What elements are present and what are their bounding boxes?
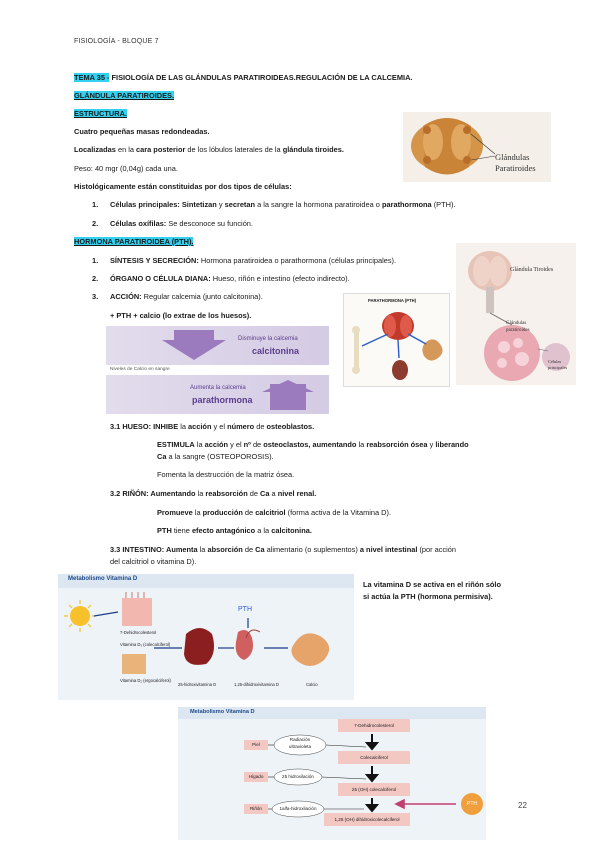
thyroid-label-principales: principales: [548, 365, 568, 370]
estructura-line-3: Peso: 40 mgr (0,04g) cada una.: [74, 164, 178, 173]
vitd2-oval-2: 25 hidroxilación: [282, 774, 314, 779]
page-header: FISIOLOGÍA - BLOQUE 7: [74, 38, 159, 45]
parathormone-label: parathormona: [192, 395, 253, 405]
intestino-line-1: 3.3 INTESTINO: Aumenta la absorción de Ca alimentario (o suplementos) a nivel intestinal (por acción: [110, 545, 457, 554]
vitd2-pth-badge: PTH: [467, 801, 477, 807]
thyroid-label: Glándula Tiroides: [510, 267, 554, 273]
vitd1-t6: Calcio: [306, 682, 318, 687]
rinon-line-1: 3.2 RIÑÓN: Aumentando la reabsorción de Ca a nivel renal.: [110, 489, 317, 498]
vitd-note-line-2: si actúa la PTH (hormona permisiva).: [363, 592, 493, 601]
topic-number: TEMA 35 -: [74, 73, 110, 82]
vitd2-oval-3: 1alfa-hidroxilación: [279, 806, 317, 811]
pth-targets-title: PARATHORMONA (PTH): [368, 298, 417, 303]
cell-item-1: 1. Células principales: Sintetizan y secretan a la sangre la hormona paratiroidea o parathormona (PTH).: [92, 200, 456, 209]
calcium-level-bar: Niveles de Calcio en sangre: [110, 367, 170, 372]
thyroid-histology-figure: [456, 243, 576, 385]
parathyroid-label-1: Glándulas: [495, 152, 530, 162]
calcitonin-label: calcitonina: [252, 346, 300, 356]
pth-item-3: 3. ACCIÓN: Regular calcemia (junto calcitonina).: [92, 292, 263, 301]
vitd2-compound-1: 7-Dehidrocolesterol: [354, 723, 394, 728]
hueso-line-1: 3.1 HUESO: INHIBE la acción y el número de osteoblastos.: [110, 422, 315, 431]
vitd2-row-rinon: Riñón: [249, 806, 262, 811]
section-heading-pth: HORMONA PARATIROIDEA (PTH).: [74, 237, 194, 246]
page-number: 22: [518, 801, 527, 810]
topic-title: TEMA 35 - FISIOLOGÍA DE LAS GLÁNDULAS PARATIROIDEAS.REGULACIÓN DE LA CALCEMIA.: [74, 73, 413, 82]
vitd1-t3: Vitamina D₂ (ergocalciferol): [120, 678, 171, 683]
vitd2-compound-3: 25 (OH) colecalciferol: [351, 787, 397, 792]
thyroid-label-celulas: Células: [548, 359, 562, 364]
cell-item-2: 2. Células oxífilas: Se desconoce su función.: [92, 219, 253, 228]
vitd1-t2: Vitamina D₃ (colecalciferol): [120, 642, 171, 647]
hueso-line-3: Ca a la sangre (OSTEOPOROSIS).: [157, 452, 274, 461]
vitd2-compound-2: Colecalciferol: [360, 755, 388, 760]
estructura-line-2: Localizadas en la cara posterior de los lóbulos laterales de la glándula tiroides.: [74, 145, 344, 154]
parathyroid-gland-figure: [403, 112, 551, 182]
thyroid-label-glandulas: Glándulas: [506, 321, 527, 326]
vitd2-title: Metabolismo Vitamina D: [190, 709, 255, 715]
calcitonin-caption: Disminuye la calcemia: [238, 336, 298, 342]
section-heading-glandula: GLÁNDULA PARATIROIDES.: [74, 91, 175, 100]
hueso-line-4: Fomenta la destrucción de la matriz ósea.: [157, 470, 295, 479]
vitd2-oval-1a: Radiación: [289, 737, 311, 742]
intestino-line-2: del calcitriol o vitamina D).: [110, 557, 197, 566]
vitd2-compound-4: 1,25 (OH) dihidroxicolecalciferol: [334, 817, 400, 822]
hueso-line-2: ESTIMULA la acción y el nº de osteoclastos, aumentando la reabsorción ósea y liberando: [157, 440, 469, 449]
estructura-line-4: Histológicamente están constituidas por dos tipos de células:: [74, 182, 292, 191]
vitamin-d-figure-1: [58, 574, 354, 700]
vitd1-t1: 7-Dehidrocolesterol: [120, 630, 157, 635]
rinon-line-2: Promueve la producción de calcitriol (forma activa de la Vitamina D).: [157, 508, 392, 517]
estructura-heading: ESTRUCTURA.: [74, 109, 127, 118]
vitd-note-line-1: La vitamina D se activa en el riñón sólo: [363, 580, 502, 589]
parathormone-caption: Aumenta la calcemia: [190, 385, 246, 391]
pth-calcio-line: + PTH + calcio (lo extrae de los huesos).: [110, 311, 252, 320]
vitamin-d-figure-2: [178, 707, 486, 840]
vitd1-t5: 1,25-dihidroxivitamina D: [234, 682, 279, 687]
vitd2-row-higado: Hígado: [248, 774, 264, 779]
estructura-line-1: Cuatro pequeñas masas redondeadas.: [74, 127, 210, 136]
pth-item-2: 2. ÓRGANO O CÉLULA DIANA: Hueso, riñón e intestino (efecto indirecto).: [92, 274, 350, 283]
pth-item-1: 1. SÍNTESIS Y SECRECIÓN: Hormona paratiroidea o parathormona (células principales).: [92, 256, 397, 265]
calcemia-figure: [106, 326, 329, 414]
vitd1-t4: 25-hidroxivitamina D: [178, 682, 217, 687]
parathyroid-label-2: Paratiroides: [495, 163, 536, 173]
thyroid-label-paratiroides: paratiroides: [506, 328, 530, 333]
vitd1-title: Metabolismo Vitamina D: [68, 576, 138, 582]
pth-targets-figure: [343, 293, 450, 387]
vitd2-oval-1b: ultravioleta: [288, 744, 312, 749]
vitd2-row-piel: Piel: [252, 742, 260, 747]
vitd1-pth-label: PTH: [238, 606, 252, 613]
rinon-line-3: PTH tiene efecto antagónico a la calcitonina.: [157, 526, 312, 535]
